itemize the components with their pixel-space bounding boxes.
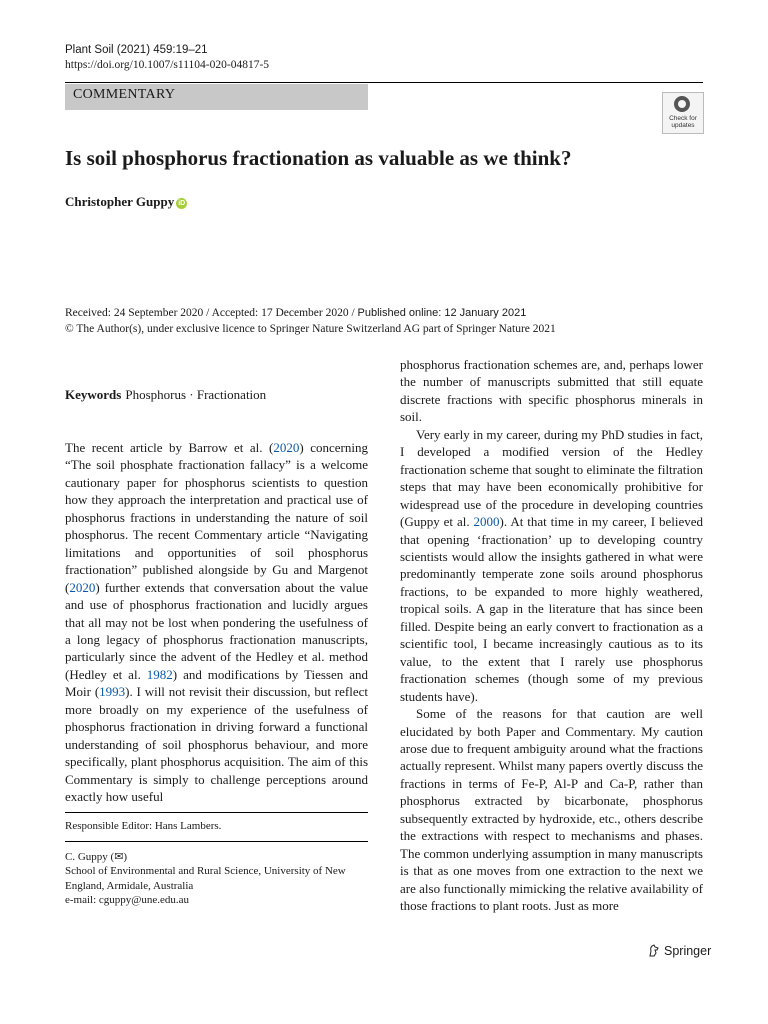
check-for-updates-badge[interactable] <box>662 92 704 134</box>
citation-link[interactable]: 2020 <box>273 440 300 455</box>
published-online: Published online: 12 January 2021 <box>357 307 527 319</box>
envelope-icon[interactable]: ✉ <box>114 851 124 863</box>
paragraph: Some of the reasons for that caution are well elucidated by both Paper and Commentary. My caution arose due to frequent ambiguity around what the fractions actually represent. Whilst many papers overtly discuss the fractions in terms of Fe-P, Al-P and Ca-P, rather than phosphorus extracted by bicarbonate, phosphorus subsequently extracted by hydroxide, etc., others describe the extractions with respect to mechanisms and phases. The common underlying assumption in many manuscripts is that as one moves from one extraction to the next we are also functionally mimicking the relative availability of those fractions to plant roots. Just as more <box>400 706 703 914</box>
received-accepted: Received: 24 September 2020 / Accepted: 17 December 2020 / <box>65 307 355 319</box>
keywords <box>65 387 266 403</box>
author-name[interactable]: Christopher Guppy <box>65 194 175 209</box>
article-type-label: COMMENTARY <box>73 87 176 102</box>
corresponding-author: C. Guppy (✉) <box>65 851 128 863</box>
journal-reference: Plant Soil (2021) 459:19–21 <box>65 44 208 56</box>
copyright-line: © The Author(s), under exclusive licence to Springer Nature Switzerland AG part of Springer Nature 2021 <box>65 323 556 335</box>
keywords-list: Phosphorus · Fractionation <box>125 387 267 402</box>
footnote-divider <box>65 841 368 842</box>
right-column <box>400 356 703 915</box>
doi-link[interactable]: https://doi.org/10.1007/s11104-020-04817-5 <box>65 59 270 71</box>
left-column <box>65 439 368 806</box>
check-updates-icon <box>674 96 690 112</box>
header-rule <box>65 82 703 83</box>
publisher-logo <box>648 944 711 958</box>
article-title: Is soil phosphorus fractionation as valuable as we think? <box>65 146 572 170</box>
author-email[interactable]: e-mail: cguppy@une.edu.au <box>65 893 190 906</box>
paragraph: The recent article by Barrow et al. (2020) concerning “The soil phosphate fractionation fallacy” is a welcome cautionary paper for phosphorus scientists to question how they approach the interpretation and practical use of phosphorus fractions in understanding the nature of soil phosphorus. The recent Commentary article “Navigating limitations and opportunities of soil phosphorus fractionation” published alongside by Gu and Margenot (2020) further extends that conversation about the value and use of phosphorus fractionation and lucidly argues that all may not be lost when pondering the usefulness of a long legacy of phosphorus fractionation manuscripts, particularly since the advent of the Hedley et al. method (Hedley et al. 1982) and modifications by Tiessen and Moir (1993). I will not revisit their discussion, but reflect more broadly on my experience of the usefulness of phosphorus fractionation in driving forward a functional understanding of soil phosphorus behaviour, and more specifically, plant phosphorus acquisition. The aim of this Commentary is simply to challenge perceptions around exactly how useful <box>65 440 368 805</box>
springer-horse-icon <box>648 944 660 957</box>
article-dates <box>65 307 526 319</box>
paragraph: phosphorus fractionation schemes are, and, perhaps lower the number of manuscripts submitted that still equate discrete fractions with specific phosphorus minerals in soil. <box>400 357 703 425</box>
citation-link[interactable]: 2000 <box>473 514 500 530</box>
footnote-divider <box>65 812 368 813</box>
publisher-name: Springer <box>664 944 712 958</box>
affiliation-text: School of Environmental and Rural Science, University of New England, Armidale, Australia <box>65 865 346 892</box>
paragraph: Very early in my career, during my PhD studies in fact, I developed a modified version of the Hedley fractionation scheme that sought to eliminate the filtration steps that may have been economically prohibitive for widespread use of the procedure in developing countries (Guppy et al. 2000). At that time in my career, I believed that opening ‘fractionation’ up to developing country scientists would allow the insights gathered in what were predominantly temperate zone soils around phosphorus fractions, to be expanded to more highly weathered, tropical soils. A gap in the literature that has since been filled. Despite being an early convert to fractionation as a scientific tool, I became increasingly cautious as to its value, to the extent that I rarely use phosphorus fractionation schemes (though some of my previous students have). <box>400 426 704 704</box>
author-line <box>65 194 187 210</box>
citation-link[interactable]: 2020 <box>69 579 96 595</box>
orcid-icon[interactable]: iD <box>178 200 186 207</box>
citation-link[interactable]: 1993 <box>99 684 126 700</box>
keywords-label: Keywords <box>65 387 122 402</box>
responsible-editor: Responsible Editor: Hans Lambers. <box>65 820 222 832</box>
author-affiliation <box>65 850 368 907</box>
citation-link[interactable]: 1982 <box>146 666 173 682</box>
check-updates-label: Check for updates <box>669 115 697 129</box>
